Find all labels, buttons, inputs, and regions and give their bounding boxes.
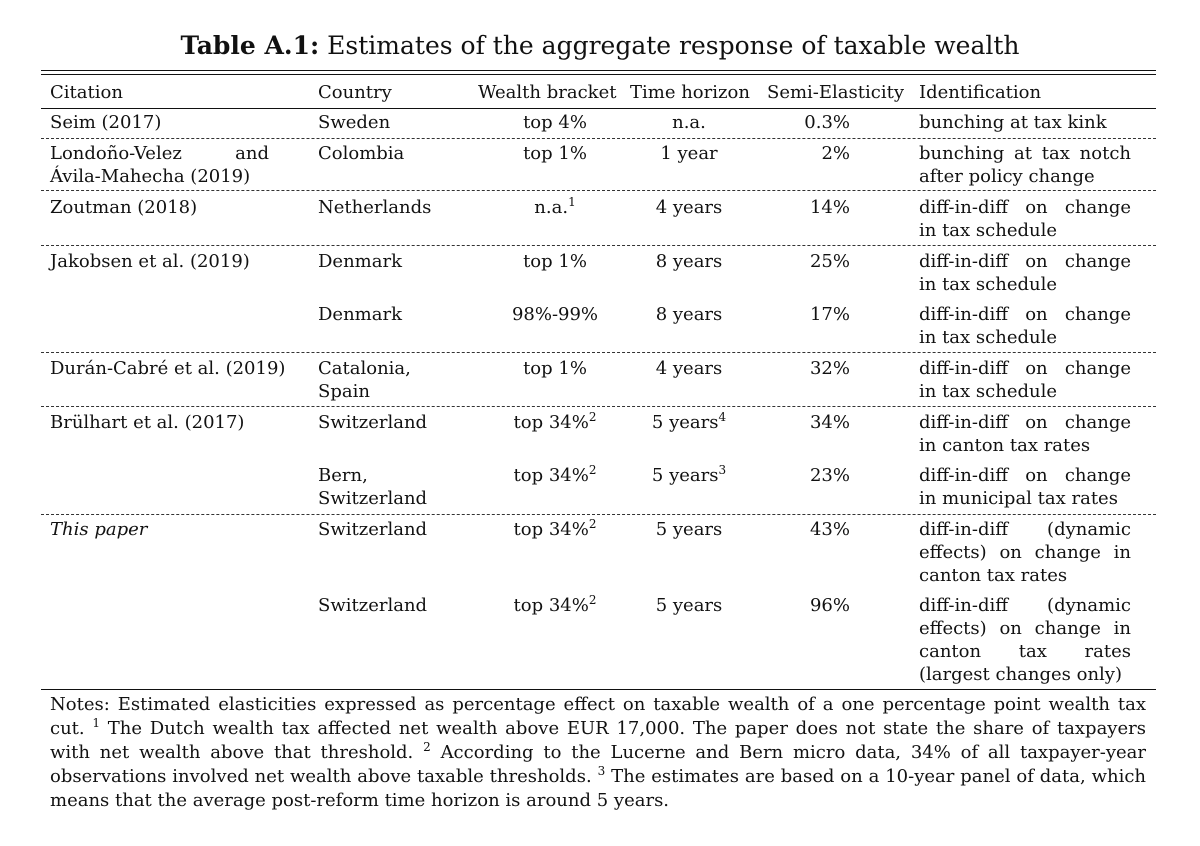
row-8-horizon: 5 years bbox=[655, 519, 723, 540]
table-caption bbox=[0, 30, 1200, 62]
bottom-rule bbox=[41, 689, 1156, 690]
row-1-horizon: 1 year bbox=[660, 143, 718, 164]
row-3-identification: diff-in-diff on change in tax schedule bbox=[919, 251, 1131, 295]
row-9-bracket: top 34%$^2$ bbox=[513, 593, 597, 616]
row-1-identification: bunching at tax notch after policy change bbox=[919, 143, 1131, 187]
row-1-country: Colombia bbox=[318, 143, 405, 164]
header-identification: Identification bbox=[919, 82, 1042, 103]
row-8-elasticity: 43% bbox=[809, 519, 850, 540]
footnote-mark: 2 bbox=[423, 740, 431, 754]
footnote-mark: 3 bbox=[718, 463, 727, 477]
row-8-country: Switzerland bbox=[318, 519, 428, 540]
row-4-elasticity: 17% bbox=[809, 304, 850, 325]
row-8-citation: This paper bbox=[50, 519, 148, 540]
row-5-identification: diff-in-diff on change in tax schedule bbox=[919, 358, 1131, 402]
row-1-elasticity: 2% bbox=[821, 143, 850, 164]
top-rule-2 bbox=[41, 74, 1156, 75]
header-citation: Citation bbox=[50, 82, 123, 103]
row-7-identification: diff-in-diff on change in municipal tax rates bbox=[919, 465, 1131, 509]
row-separator bbox=[41, 406, 1156, 407]
table-notes: Notes: Estimated elasticities expressed as percentage effect on taxable wealth of a one percentage point wealth tax cut. $^1$ The Dutch wealth tax affected net wealth above EUR 17,000. The paper does not state the share of taxpayers with net wealth above that threshold. $^2$ According to the Lucerne and Bern micro data, 34% of all taxpayer-year observations involved net wealth above taxable thresholds. $^3$ The estimates are based on a 10-year panel of data, which means that the average post-reform time horizon is around 5 years. bbox=[50, 694, 1147, 811]
top-rule bbox=[41, 70, 1156, 71]
row-separator bbox=[41, 138, 1156, 139]
row-2-horizon: 4 years bbox=[655, 197, 723, 218]
row-separator bbox=[41, 352, 1156, 353]
row-3-country: Denmark bbox=[318, 251, 402, 272]
row-9-horizon: 5 years bbox=[655, 595, 723, 616]
row-1-bracket: top 1% bbox=[523, 143, 587, 164]
row-6-country: Switzerland bbox=[318, 412, 428, 433]
footnote-mark: 4 bbox=[718, 410, 727, 424]
row-5-horizon: 4 years bbox=[655, 358, 723, 379]
footnote-mark: 3 bbox=[597, 764, 606, 778]
row-3-horizon: 8 years bbox=[655, 251, 723, 272]
row-3-citation: Jakobsen et al. (2019) bbox=[50, 251, 250, 272]
row-6-horizon: 5 years$^4$ bbox=[651, 410, 727, 433]
row-0-identification: bunching at tax kink bbox=[919, 112, 1107, 133]
row-0-citation: Seim (2017) bbox=[50, 112, 162, 133]
row-2-identification: diff-in-diff on change in tax schedule bbox=[919, 197, 1131, 241]
row-9-identification: diff-in-diff (dynamic effects) on change in canton tax rates (largest changes only) bbox=[919, 595, 1131, 685]
row-separator bbox=[41, 190, 1156, 191]
row-6-citation: Brülhart et al. (2017) bbox=[50, 412, 245, 433]
header-semi-elasticity: Semi-Elasticity bbox=[767, 82, 904, 103]
row-separator bbox=[41, 245, 1156, 246]
footnote-mark: 1 bbox=[92, 716, 101, 730]
row-5-bracket: top 1% bbox=[523, 358, 587, 379]
row-3-bracket: top 1% bbox=[523, 251, 587, 272]
row-7-bracket: top 34%$^2$ bbox=[513, 463, 597, 486]
row-9-elasticity: 96% bbox=[809, 595, 850, 616]
row-6-bracket: top 34%$^2$ bbox=[513, 410, 597, 433]
row-8-bracket: top 34%$^2$ bbox=[513, 517, 597, 540]
row-3-elasticity: 25% bbox=[809, 251, 850, 272]
row-6-elasticity: 34% bbox=[809, 412, 850, 433]
row-7-elasticity: 23% bbox=[809, 465, 850, 486]
row-2-citation: Zoutman (2018) bbox=[50, 197, 198, 218]
row-2-bracket: n.a.$^1$ bbox=[534, 195, 576, 218]
row-0-horizon: n.a. bbox=[672, 112, 706, 133]
row-separator bbox=[41, 514, 1156, 515]
header-wealth-bracket: Wealth bracket bbox=[478, 82, 617, 103]
row-8-identification: diff-in-diff (dynamic effects) on change in canton tax rates bbox=[919, 519, 1131, 586]
row-9-country: Switzerland bbox=[318, 595, 428, 616]
row-5-citation: Durán-Cabré et al. (2019) bbox=[50, 358, 286, 379]
footnote-mark: 2 bbox=[588, 410, 597, 424]
footnote-mark: 1 bbox=[568, 195, 576, 209]
footnote-mark: 2 bbox=[588, 463, 597, 477]
header-country: Country bbox=[318, 82, 392, 103]
row-7-country: Bern, Switzerland bbox=[318, 465, 428, 509]
row-4-country: Denmark bbox=[318, 304, 402, 325]
row-4-horizon: 8 years bbox=[655, 304, 723, 325]
row-4-identification: diff-in-diff on change in tax schedule bbox=[919, 304, 1131, 348]
table-label: Table A.1: bbox=[180, 31, 320, 60]
row-2-country: Netherlands bbox=[318, 197, 432, 218]
footnote-mark: 2 bbox=[588, 593, 597, 607]
row-1-citation: Londoño-Velez and Ávila-Mahecha (2019) bbox=[50, 143, 269, 187]
row-5-elasticity: 32% bbox=[809, 358, 850, 379]
row-0-country: Sweden bbox=[318, 112, 391, 133]
row-6-identification: diff-in-diff on change in canton tax rates bbox=[919, 412, 1131, 456]
header-rule bbox=[41, 108, 1156, 109]
row-2-elasticity: 14% bbox=[809, 197, 850, 218]
row-4-bracket: 98%-99% bbox=[511, 304, 599, 325]
table-title: Estimates of the aggregate response of taxable wealth bbox=[327, 31, 1020, 60]
row-7-horizon: 5 years$^3$ bbox=[651, 463, 727, 486]
row-0-bracket: top 4% bbox=[523, 112, 587, 133]
row-5-country: Catalonia, Spain bbox=[318, 358, 411, 402]
row-0-elasticity: 0.3% bbox=[804, 112, 850, 133]
footnote-mark: 2 bbox=[588, 517, 597, 531]
header-time-horizon: Time horizon bbox=[630, 82, 750, 103]
